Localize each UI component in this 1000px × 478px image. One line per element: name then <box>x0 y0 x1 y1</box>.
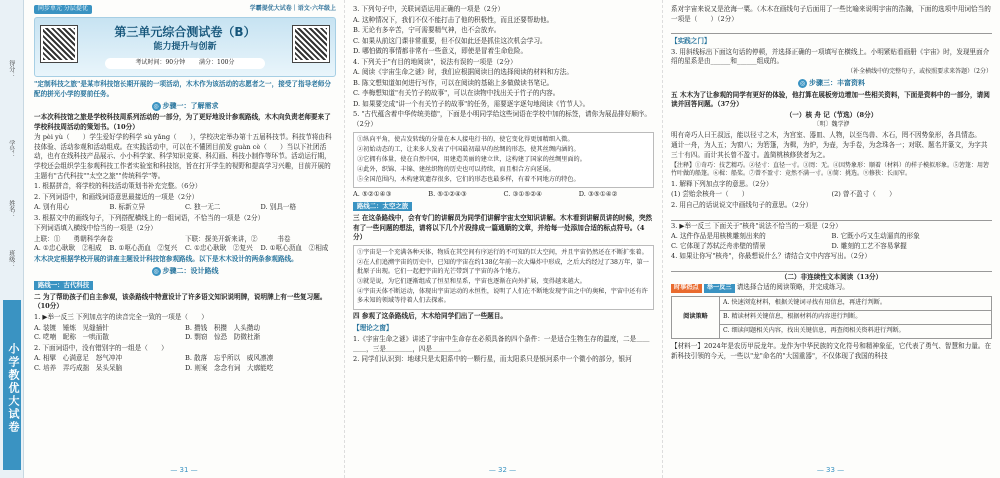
question-1-2-options: A. 别有用心 B. 标新立异 C. 独一无二 D. 别具一格 <box>34 203 297 212</box>
question-9-3: 3. ▶举一反三 下面关于"核舟"说法不恰当的一项是（2分） <box>671 221 842 230</box>
material-one: 【材料一】2024年是农历甲辰龙年。龙作为中华民族的文化符号和精神象征，它代表了勇气、智慧和力量。在新科技引领的今天，一些以"龙"命名的"大国重器"，不仅体现了我国的科技 <box>671 342 992 360</box>
poem-title: （一）核 舟 记（节选）（8分） <box>785 110 878 119</box>
qr-code-icon <box>41 26 77 62</box>
student-id-label: 学号： <box>7 140 15 158</box>
title-banner <box>34 17 336 77</box>
page-number: — 31 — <box>170 465 198 474</box>
question-8-note: （补全横线中的完整句子，或按照要求来答题）（2分） <box>847 67 992 75</box>
poem-author: 〔明〕魏学洢 <box>813 121 850 129</box>
question-5-items: ①纵向平角，使吉发转线的分量在本人接电行书的，使它变化得更加精细入微。 ②初始动态的工，让来多人发表了中国最初最早的丝绸的形态，使其丝绸内涵的。 ③它拥有体量，使在自然中国，用建造美丽的建立世，这构建了国家的丝绸里面的。 ④此外，织锦、丰锦、建丝织物的历史也可以持续，而且相合方向延展。 ⑤全国范围内，木构建筑遗存很多，它们的形态也最多样，有着不同地方的特色。 <box>353 132 654 189</box>
question-1-3-sub: 下列词语填入横线中恰当的一项是（2分） <box>34 224 157 233</box>
name-label: 姓名： <box>7 200 15 218</box>
question-5-options: A. ⑤②①④③ B. ⑤①②④③ C. ③①⑤②④ D. ③⑤①④② <box>353 190 618 199</box>
page-subtitle: 能力提升与创新 <box>153 42 217 52</box>
magnifier-icon: ◎ <box>153 103 159 111</box>
step2-intro: 木木决定根据学校开展的讲座主题设计科技馆参观路线。以下是木木设计的两条参观路线。 <box>34 254 298 263</box>
practice-badge: 举一反三 <box>704 284 735 293</box>
question-1-2: 2. 下列词语中，和画线词语意思最接近的一项是（2分） <box>34 192 199 201</box>
exam-meta <box>105 58 265 69</box>
question-8: 3. 用斜线标出下面这句话的停顿，并选择正确的一项填写在横线上。小明紧贴看画册《宇宙》时，发现里面介绍的星系是由______和______组成的。 <box>671 47 990 66</box>
section-label: 【理论之窗】 <box>353 324 393 333</box>
question-4: 4. 下列关于"有目的地阅读"，说法有误的一项是（2分） <box>353 57 517 66</box>
section-subtitle: （二）非连续性文本阅读（13分） <box>780 272 883 281</box>
question-7-1: 1.《宇宙生命之谜》讲述了宇宙中生命存在必须具备的四个条件：一是适合生物生存的温度，二是＿＿＿＿，三是＿＿＿＿，四是＿＿＿＿。 <box>353 334 650 353</box>
page-31 <box>26 0 342 478</box>
poem-paragraph: 通计一舟，为人五；为窗八；为箬篷，为楫，为炉，为壶，为手卷，为念珠各一；对联、题名并篆文，为字共三十有四。而计其长曾不盈寸。盖简桃核修狭者为之。 <box>671 141 988 159</box>
couplet-row: 上联：① 勇朝科学奔卷 下联：探美开新来讲，② 书卷 <box>34 234 291 243</box>
question-1-1: 1. 根据拼音，将学校的科技活动策划书补充完整。（6分） <box>34 182 202 191</box>
magnifier-icon: ◎ <box>799 80 806 88</box>
binding-strip <box>0 0 24 478</box>
score-label: 得分： <box>7 60 15 78</box>
strategy-option: A. 快速浏览材料，根据关键词寻找有用信息，再进行判断。 <box>720 297 992 311</box>
section-label: 【实践之门】 <box>671 37 711 46</box>
exam-score: 满分：100分 <box>199 59 235 66</box>
step-heading: ◎ 步骤二：设计路线 <box>153 267 219 276</box>
question-9-4: 4. 如果让你写"核舟"，你最想说什么？请结合文中内容写出。（2分） <box>671 252 871 261</box>
question-1-heading: 一本次科技馆之旅是学校科技周系列活动的一部分，为了更好地设计参观路线，木木向负责老师要来了学校科技周活动的策划书。（10分） <box>34 113 331 131</box>
question-9-3-options: A. 这件作品是用核桃雕刻出来的 B. 它既小巧又生动逼真的形象 C. 它体现了苏轼泛舟赤壁的情景 D. 雕刻的工艺不容易掌握 <box>671 232 920 250</box>
question-2-1: 1. ▶举一反三 下列加点字的读音完全一致的一项是（ ） <box>34 312 208 321</box>
question-3-option: D. 哪怕做的事情都非常有一些意义，即使是冒着生命危险。 <box>353 47 528 56</box>
route-label: 路线一：古代科技 <box>34 281 93 290</box>
question-9-1: 1. 解释下列加点字的意思。（2分） <box>671 179 773 188</box>
answer-line[interactable] <box>671 212 992 221</box>
question-1-3-options: A. ①忠心耿耿 ②相成 B. ①呕心沥血 ②复兴 C. ①忠心耿耿 ②复兴 D. ①呕心沥血 ②相成 <box>34 244 329 253</box>
page-33 <box>662 0 998 478</box>
question-2-heading: 二 为了帮助孩子们自主参观，该条路线中特意设计了许多语文知识说明牌，说明牌上有一些复习题。（10分） <box>34 292 327 311</box>
intro-text: "定制科技之旅"是某市科技馆长期开展的一项活动，木木作为该活动的志愿者之一，接受了指导老师分配的拼光小学的要前任务。 <box>34 80 331 98</box>
page-number: — 32 — <box>488 465 517 474</box>
question-3-option: B. 无论有多辛苦，宁可需要精气神，也不会放弃。 <box>353 26 501 35</box>
tip-row: 时事热点 举一反三 请选择合适的阅读策略，并完成练习。 <box>671 283 992 293</box>
question-4-option: A. 阅读《宇宙生命之谜》时，我们应根据阅读目的选择阅读的材料和方法。 <box>353 68 573 77</box>
step-heading: ◎ 步骤三：丰富资料 <box>799 79 865 88</box>
page-title: 第三单元综合测试卷（B） <box>114 25 256 39</box>
question-3: 3. 下列句子中，关联词语运用正确的一项是（2分） <box>353 5 505 13</box>
question-5: 5. "古代蕴含着中华传统美德"，下面是小明同学给这些词语在学校中加的标签，请你为展品排好顺序。（2分） <box>353 110 651 129</box>
route-label: 路线二：太空之旅 <box>353 202 412 211</box>
step-heading: ◎ 步骤一：了解需求 <box>153 102 219 111</box>
question-9-2: 2. 用自己的话说说文中画线句子的意思。（2分） <box>671 201 813 209</box>
series-vertical-title: 小学教优大试卷 <box>3 300 21 470</box>
question-1-passage: 为 pèi yù（ ）学生爱好学的科学 sù yǎng（ ），学校决定举办第十五届科技节。科技节将由科技体验、活动参观和活动组成。在实践活动中，可以在不懂团目前发 guàn cè（ ）当以下社团活动，也有在线科技产品展示、小小科学家、科学知识竞赛、科幻画、科技小制作等环节。活动运行期，学校还会组织学生参观科技工作者实验室和科技馆，旨在打开学生的视野和提高学习兴趣，目前开展的主题有"古代科技""太空之旅""传统科学"等。 <box>34 133 332 180</box>
question-6-passage: ①宇宙是一个充满各种天体，物质在其空间有序运行的不可知的巨大空间，并且宇宙仍然还在不断扩张着。 ②在人们追溯宇宙的历史中，已知的宇宙在约138亿年前一次大爆炸中形成，之后大约经过了38万年，第一批原子出现。它们一起把宇宙的光芒带到了宇宙的各个地方。 ③就是说，为它们逐渐组成了恒星和星系，宇宙也逐渐在向外扩展，变得越来越大。 ④宇宙天体不断运动，体现出宇宙运动的永恒性，说明了人们在不断地发现宇宙之中的奥秘，宇宙中还有许多未知的领域等待着人们去探索。 <box>353 245 654 310</box>
hot-topic-badge: 时事热点 <box>671 284 702 293</box>
strategy-option: B. 精读材料关键信息，根据材料的内容进行判断。 <box>720 311 992 325</box>
qr-code-icon <box>293 26 329 62</box>
question-7-continued: 系对宇宙来说又是沧海一粟。（木木在画线句子后面用了一些比喻来说明宇宙的浩瀚，下面的选项中用词恰当的一项是（ ）（2分） <box>671 5 991 23</box>
question-2-1-options: A. 装镀 锤炼 见缝插针 B. 攒钱 积攒 人头攒动 C. 呓喃 昵称 一哄而散 D. 剽窃 惊恐 防微杜渐 <box>34 323 261 342</box>
exam-time: 考试时间：90分钟 <box>135 59 186 66</box>
header-tag: 同步单元 分层提优 <box>34 5 92 14</box>
class-label: 班级： <box>7 250 15 268</box>
question-7-heading: 四 参观了这条路线后，木木给同学们出了一些题目。 <box>353 311 507 320</box>
question-9-1-items: (1) 尝贻余核舟一（ ） (2) 曾不盈寸（ ） <box>671 190 896 199</box>
question-3-option: C. 如果从前这门课非常重要，但不仅如此还是抓住这次机会学习。 <box>353 36 547 45</box>
poem-paragraph: 明有奇巧人曰王叔远，能以径寸之木，为宫室、器皿、人物，以至鸟兽、木石，罔不因势象形，各具情态。 <box>671 130 981 139</box>
page-number: — 33 — <box>816 465 845 474</box>
question-9-heading: 五 木木为了让参观的同学有更好的体验，他打算在展板旁边增加一些相关资料，下面是资料中的一部分，请阅读并回答问题。（37分） <box>671 90 990 109</box>
question-2-2: 2. 下面词语中，没有错别字的一组是（ ） <box>34 343 168 352</box>
question-4-option: C. 李梅想知道"有关竹子的故事"，可以在读物中找出关于竹子的内容。 <box>353 89 560 98</box>
series-label: 学霸提优大试卷｜语文·六年级上 <box>249 5 336 13</box>
question-3-option: A. 这种情况下，我们不仅不能打击了他的积极性，而且还要帮助他。 <box>353 15 554 24</box>
question-4-option: D. 如果要完成"讲一个有关竹子的故事"的任务，需要逐字逐句地阅读《竹节人》。 <box>353 99 590 108</box>
answer-line[interactable] <box>671 263 992 272</box>
question-1-3: 3. 根据文中的画线句子，下列搭配横线上的一组词语，不恰当的一项是（2分） <box>34 213 265 222</box>
strategy-option: C. 细读问题相关内容，找出关键信息，再查阅相关资料进行判断。 <box>720 325 992 339</box>
magnifier-icon: ◎ <box>153 268 159 276</box>
answer-line[interactable] <box>671 25 992 34</box>
page-32 <box>344 0 660 478</box>
question-7-2: 2. 同学们认识到：地球只是太阳系中的一颗行星，而太阳系只是银河系中一个微小的部分，银河 <box>353 355 632 364</box>
strategy-label: 阅读策略 <box>672 297 720 339</box>
question-6-heading: 三 在这条路线中，会有专门的讲解员为同学们讲解宇宙太空知识讲解。木木看到讲解员讲的时候，突然有了一些问题的想法，请将以下几个片段排成一篇通顺的文章，并给每一处添加合适的标点符号。（4分） <box>353 214 653 242</box>
question-2-2-options: A. 相擘 心满意足 怒气冲冲 B. 散落 忘乎所以 威风凛凛 C. 培养 弄巧成拙 呆头呆脑 D. 则案 念念有词 大廓能吃 <box>34 354 274 372</box>
poem-notes: 【注释】①奇巧：技艺精巧。②径寸：直径一寸。③罔：无。④因势象形：顺着（材料）的样子模拟形象。⑤箬篷：用箬竹叶做的船篷。⑥楫：船桨。⑦曾不盈寸：竟然不满一寸。⑧简：挑选。⑨修狭：长而窄。 <box>671 161 990 178</box>
question-4-option: B. 陈文想知道如何进行写作，可以在阅读的基础上多做做读书笔记。 <box>353 78 554 87</box>
strategy-table <box>671 296 992 339</box>
